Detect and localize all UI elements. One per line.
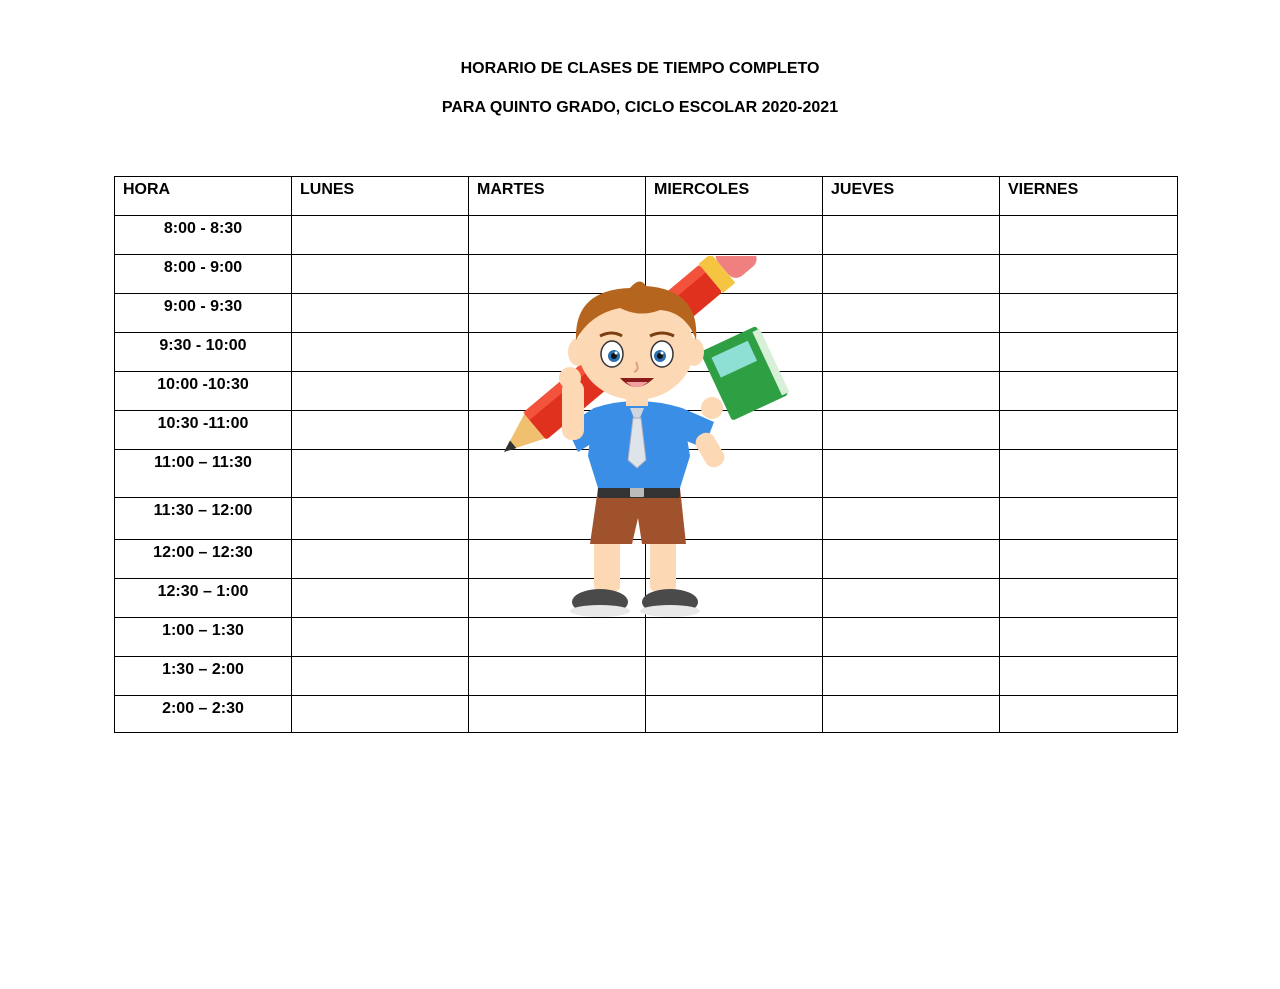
schedule-cell: [646, 333, 823, 372]
table-row: [115, 333, 1178, 372]
hora-cell: 10:00 -10:30: [115, 372, 292, 411]
schedule-cell: [469, 498, 646, 540]
schedule-cell: [646, 411, 823, 450]
schedule-cell: [646, 294, 823, 333]
schedule-cell: [1000, 540, 1178, 579]
schedule-cell: [1000, 216, 1178, 255]
schedule-cell: [646, 657, 823, 696]
schedule-cell: [469, 333, 646, 372]
header-lunes: LUNES: [292, 177, 469, 216]
schedule-cell: [646, 450, 823, 498]
header-row: [115, 177, 1178, 216]
schedule-cell: [646, 255, 823, 294]
table-row: [115, 294, 1178, 333]
schedule-cell: [646, 540, 823, 579]
schedule-cell: [292, 294, 469, 333]
header-miercoles: MIERCOLES: [646, 177, 823, 216]
schedule-cell: [469, 216, 646, 255]
schedule-cell: [469, 657, 646, 696]
schedule-cell: [292, 333, 469, 372]
schedule-cell: [292, 411, 469, 450]
schedule-cell: [1000, 333, 1178, 372]
schedule-cell: [292, 618, 469, 657]
table-row: [115, 255, 1178, 294]
table-row: [115, 579, 1178, 618]
schedule-cell: [646, 498, 823, 540]
hora-cell: 11:30 – 12:00: [115, 498, 292, 540]
schedule-cell: [823, 333, 1000, 372]
table-row: [115, 657, 1178, 696]
schedule-cell: [823, 696, 1000, 733]
schedule-cell: [469, 696, 646, 733]
hora-cell: 12:00 – 12:30: [115, 540, 292, 579]
table-row: [115, 618, 1178, 657]
table-row: [115, 540, 1178, 579]
hora-cell: 1:30 – 2:00: [115, 657, 292, 696]
schedule-cell: [1000, 372, 1178, 411]
schedule-cell: [823, 372, 1000, 411]
table-row: [115, 450, 1178, 498]
schedule-cell: [1000, 255, 1178, 294]
hora-cell: 12:30 – 1:00: [115, 579, 292, 618]
schedule-cell: [823, 618, 1000, 657]
schedule-cell: [823, 498, 1000, 540]
schedule-cell: [292, 579, 469, 618]
hora-cell: 2:00 – 2:30: [115, 696, 292, 733]
table-row: [115, 372, 1178, 411]
schedule-cell: [292, 450, 469, 498]
schedule-cell: [823, 294, 1000, 333]
page-title: HORARIO DE CLASES DE TIEMPO COMPLETO: [460, 60, 820, 77]
schedule-cell: [823, 411, 1000, 450]
header-martes: MARTES: [469, 177, 646, 216]
hora-cell: 9:00 - 9:30: [115, 294, 292, 333]
schedule-cell: [292, 540, 469, 579]
schedule-cell: [469, 579, 646, 618]
schedule-cell: [292, 216, 469, 255]
schedule-cell: [469, 255, 646, 294]
header-viernes: VIERNES: [1000, 177, 1178, 216]
page-subtitle: PARA QUINTO GRADO, CICLO ESCOLAR 2020-2021: [441, 99, 839, 116]
schedule-cell: [646, 696, 823, 733]
hora-cell: 11:00 – 11:30: [115, 450, 292, 498]
schedule-cell: [823, 579, 1000, 618]
schedule-cell: [1000, 450, 1178, 498]
header-jueves: JUEVES: [823, 177, 1000, 216]
schedule-cell: [823, 540, 1000, 579]
header-hora: HORA: [115, 177, 292, 216]
schedule-cell: [292, 657, 469, 696]
schedule-cell: [1000, 498, 1178, 540]
hora-cell: 8:00 - 8:30: [115, 216, 292, 255]
schedule-cell: [469, 540, 646, 579]
schedule-cell: [292, 255, 469, 294]
schedule-cell: [292, 372, 469, 411]
schedule-cell: [469, 618, 646, 657]
schedule-cell: [823, 255, 1000, 294]
schedule-cell: [469, 294, 646, 333]
schedule-cell: [646, 618, 823, 657]
schedule-cell: [1000, 696, 1178, 733]
schedule-cell: [1000, 411, 1178, 450]
table-row: [115, 498, 1178, 540]
schedule-cell: [823, 216, 1000, 255]
hora-cell: 1:00 – 1:30: [115, 618, 292, 657]
schedule-cell: [469, 450, 646, 498]
schedule-cell: [292, 498, 469, 540]
schedule-cell: [469, 372, 646, 411]
table-row: [115, 696, 1178, 733]
hora-cell: 8:00 - 9:00: [115, 255, 292, 294]
schedule-cell: [1000, 618, 1178, 657]
table-row: [115, 216, 1178, 255]
table-row: [115, 411, 1178, 450]
schedule-cell: [292, 696, 469, 733]
schedule-cell: [823, 657, 1000, 696]
schedule-cell: [469, 411, 646, 450]
schedule-cell: [646, 579, 823, 618]
schedule-cell: [823, 450, 1000, 498]
hora-cell: 9:30 - 10:00: [115, 333, 292, 372]
schedule-table: [114, 176, 1178, 733]
hora-cell: 10:30 -11:00: [115, 411, 292, 450]
schedule-cell: [1000, 579, 1178, 618]
schedule-cell: [1000, 657, 1178, 696]
schedule-cell: [646, 216, 823, 255]
schedule-cell: [646, 372, 823, 411]
schedule-cell: [1000, 294, 1178, 333]
